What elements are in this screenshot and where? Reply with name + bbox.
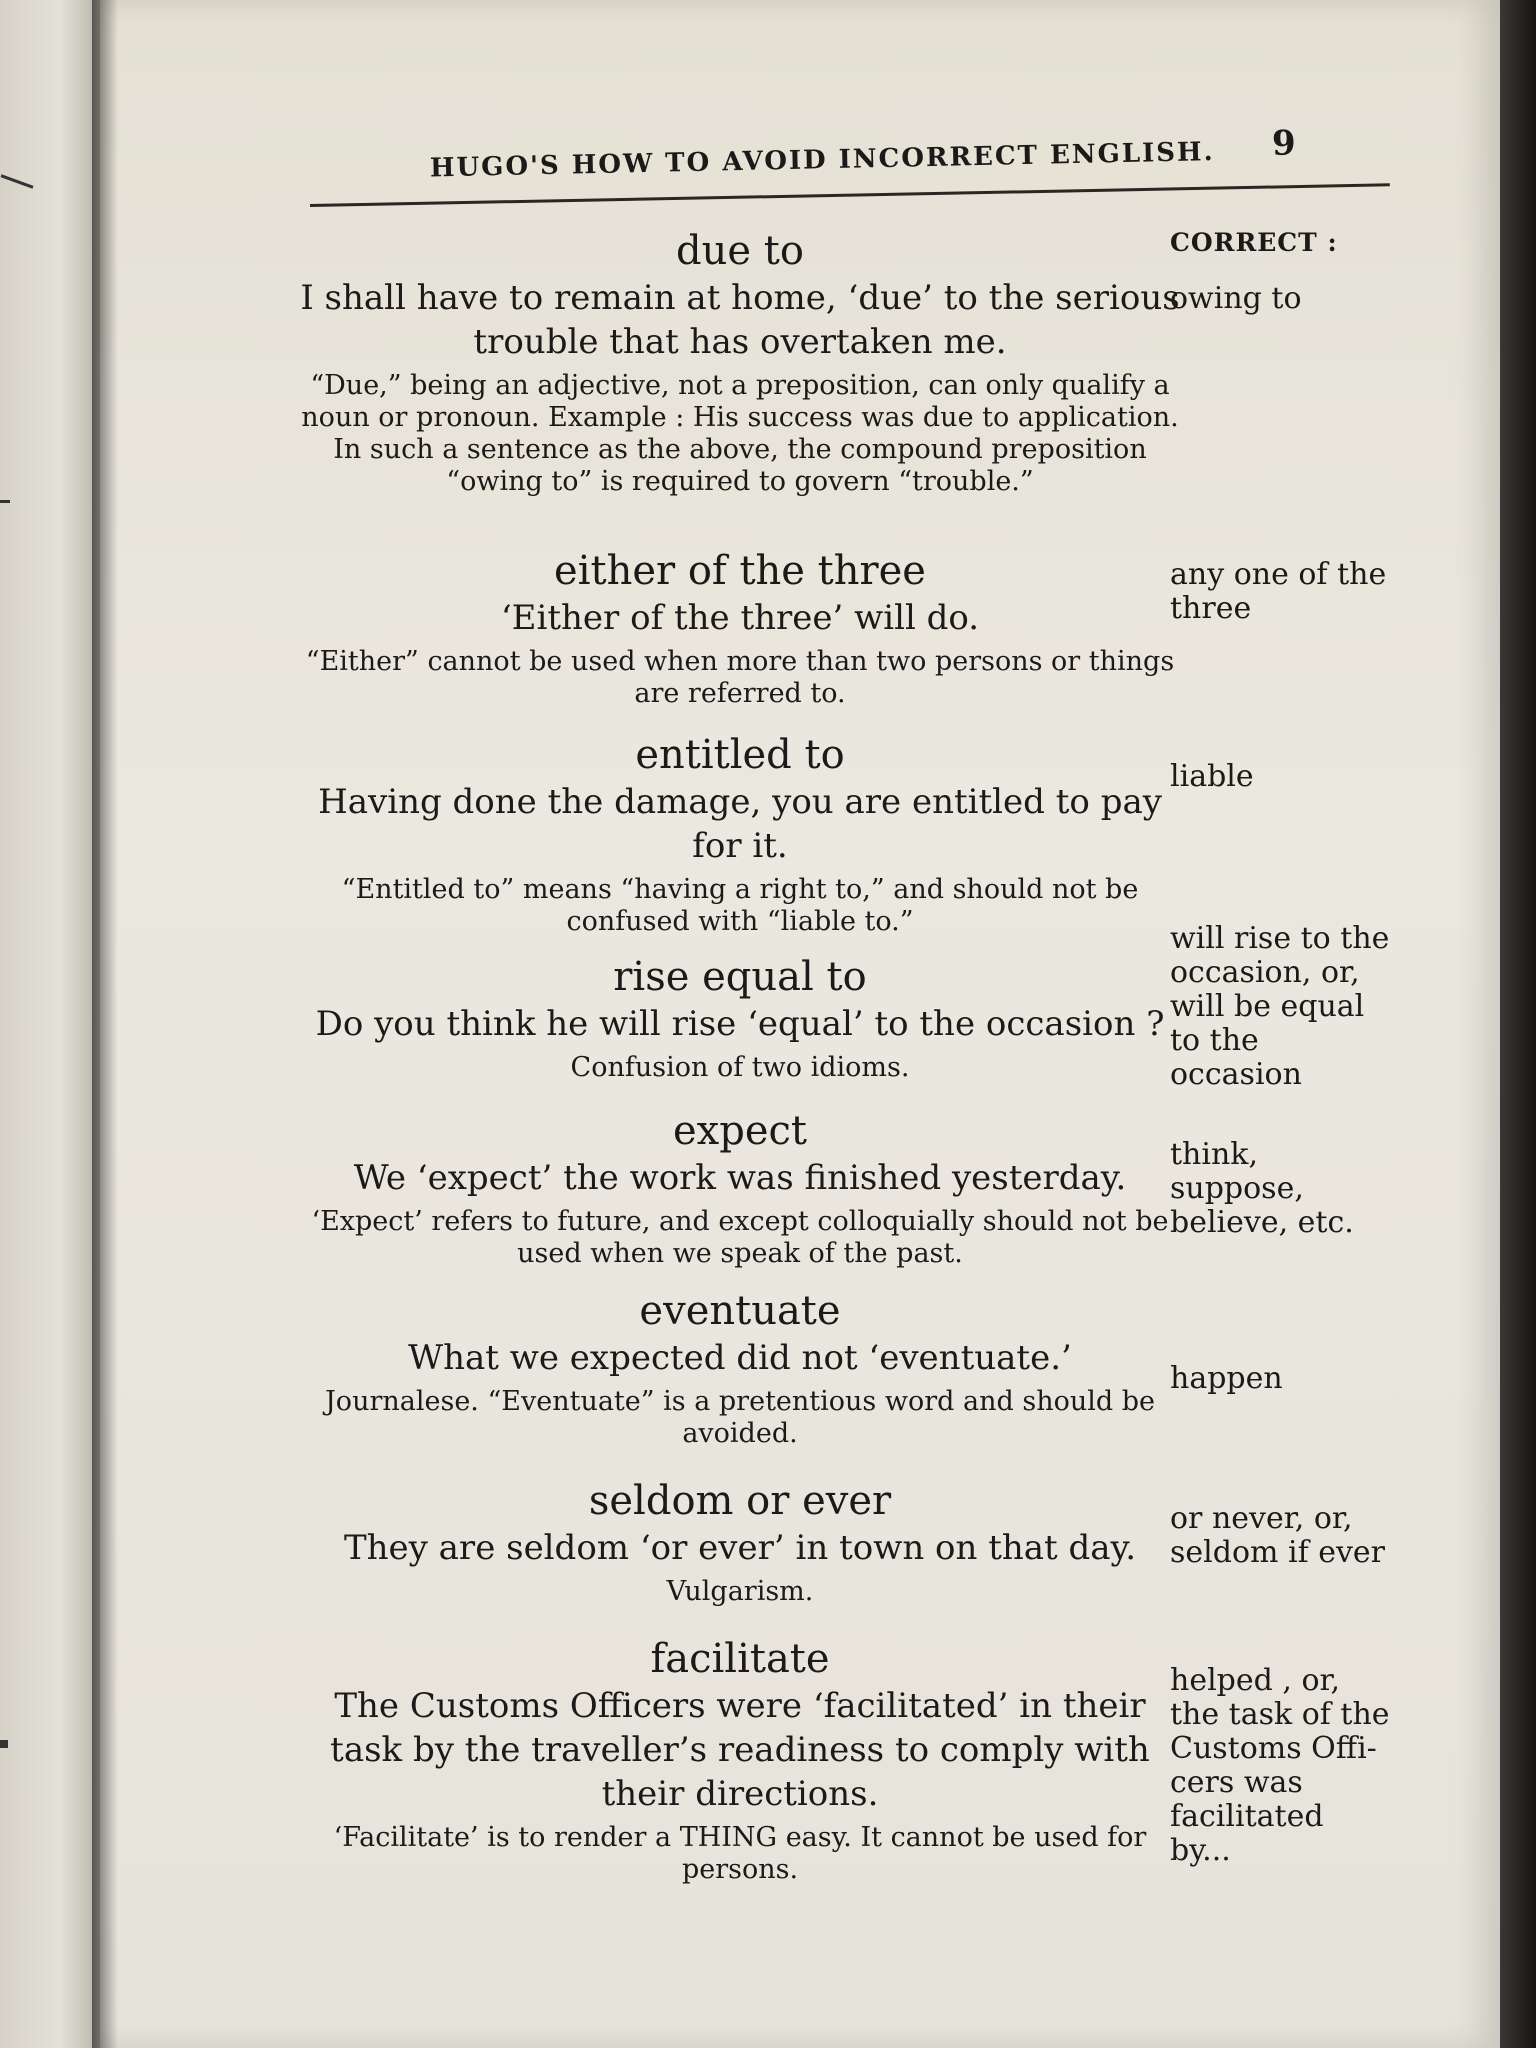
page-content	[170, 0, 1410, 2048]
entry-word: seldom or ever	[588, 1478, 892, 1524]
entry-facilitate	[300, 1636, 1180, 1886]
entry-word: rise equal to	[613, 954, 867, 1000]
entry-seldom-or-ever	[300, 1478, 1180, 1608]
correct-due-to: owing to	[1170, 281, 1302, 316]
entry-expect	[300, 1108, 1180, 1270]
entry-rise-equal-to	[300, 954, 1180, 1084]
correct-rise-equal-to: will rise to the occasion, or, will be equal to the occasion	[1170, 921, 1390, 1092]
correct-either-of-the-three: any one of the three	[1170, 557, 1387, 626]
left-page-mark	[1, 174, 34, 188]
left-page-mark	[0, 500, 10, 503]
entry-note	[300, 1822, 1180, 1886]
entry-entitled-to	[300, 732, 1180, 938]
entry-note: “Entitled to” means “having a right to,” and should not be confused with “liable to.”	[341, 874, 1139, 937]
entry-word: entitled to	[635, 732, 845, 778]
running-head	[310, 123, 1321, 192]
page-number: 9	[1271, 123, 1297, 164]
gutter-shadow	[92, 0, 118, 2048]
entry-sentence: They are seldom ‘or ever’ in town on that day.	[343, 1528, 1137, 1568]
correct-facilitate: helped , or, the task of the Customs Offi-cers was facilitated by...	[1170, 1663, 1390, 1868]
correct-entitled-to: liable	[1170, 759, 1254, 794]
left-page-mark	[0, 1740, 8, 1748]
correct-eventuate: happen	[1170, 1361, 1283, 1396]
background-edge	[1500, 0, 1536, 2048]
running-title: HUGO'S HOW TO AVOID INCORRECT ENGLISH.	[429, 137, 1215, 184]
entry-note: Vulgarism.	[666, 1576, 814, 1607]
entry-eventuate	[300, 1288, 1180, 1450]
entry-sentence: ‘Either of the three’ will do.	[500, 598, 980, 638]
entry-sentence: What we expected did not ‘eventuate.’	[408, 1338, 1072, 1378]
correct-seldom-or-ever: or never, or, seldom if ever	[1170, 1501, 1386, 1570]
entry-due-to	[300, 228, 1180, 498]
entry-sentence: We ‘expect’ the work was finished yesterday.	[353, 1158, 1127, 1198]
correct-expect: think, suppose, believe, etc.	[1170, 1137, 1354, 1240]
entry-sentence: Having done the damage, you are entitled to pay for it.	[318, 782, 1162, 866]
book-page	[100, 0, 1500, 2048]
entry-note-emphasis: THING	[679, 1822, 778, 1853]
entry-note-part: easy. It cannot be used for persons.	[681, 1822, 1147, 1885]
correct-column-header: CORRECT :	[1170, 228, 1338, 257]
entry-word: expect	[673, 1108, 807, 1154]
entry-note-part: ‘Facilitate’ is to render a	[333, 1822, 672, 1853]
entry-note: Journalese. “Eventuate” is a pretentious word and should be avoided.	[324, 1386, 1155, 1449]
entry-sentence: Do you think he will rise ‘equal’ to the occasion ?	[315, 1004, 1165, 1044]
entry-sentence: I shall have to remain at home, ‘due’ to the serious trouble that has overtaken me.	[300, 278, 1180, 362]
entry-word: eventuate	[639, 1288, 841, 1334]
entry-either-of-the-three	[300, 548, 1180, 710]
entry-word: either of the three	[554, 548, 926, 594]
entry-note: Confusion of two idioms.	[570, 1052, 910, 1083]
entry-word: due to	[676, 228, 804, 274]
left-page-edge	[0, 0, 100, 2048]
entry-sentence: The Customs Officers were ‘facilitated’ in their task by the traveller’s readiness to comply with their directions.	[330, 1686, 1150, 1814]
entry-word: facilitate	[650, 1636, 830, 1682]
entry-note: “Due,” being an adjective, not a preposition, can only qualify a noun or pronoun. Example : His success was due to application. In such a sentence as the above, the compound preposition “owing to” is required to govern “trouble.”	[301, 370, 1179, 497]
entry-note: “Either” cannot be used when more than two persons or things are referred to.	[305, 646, 1175, 709]
entry-note: ‘Expect’ refers to future, and except colloquially should not be used when we speak of the past.	[311, 1206, 1169, 1269]
